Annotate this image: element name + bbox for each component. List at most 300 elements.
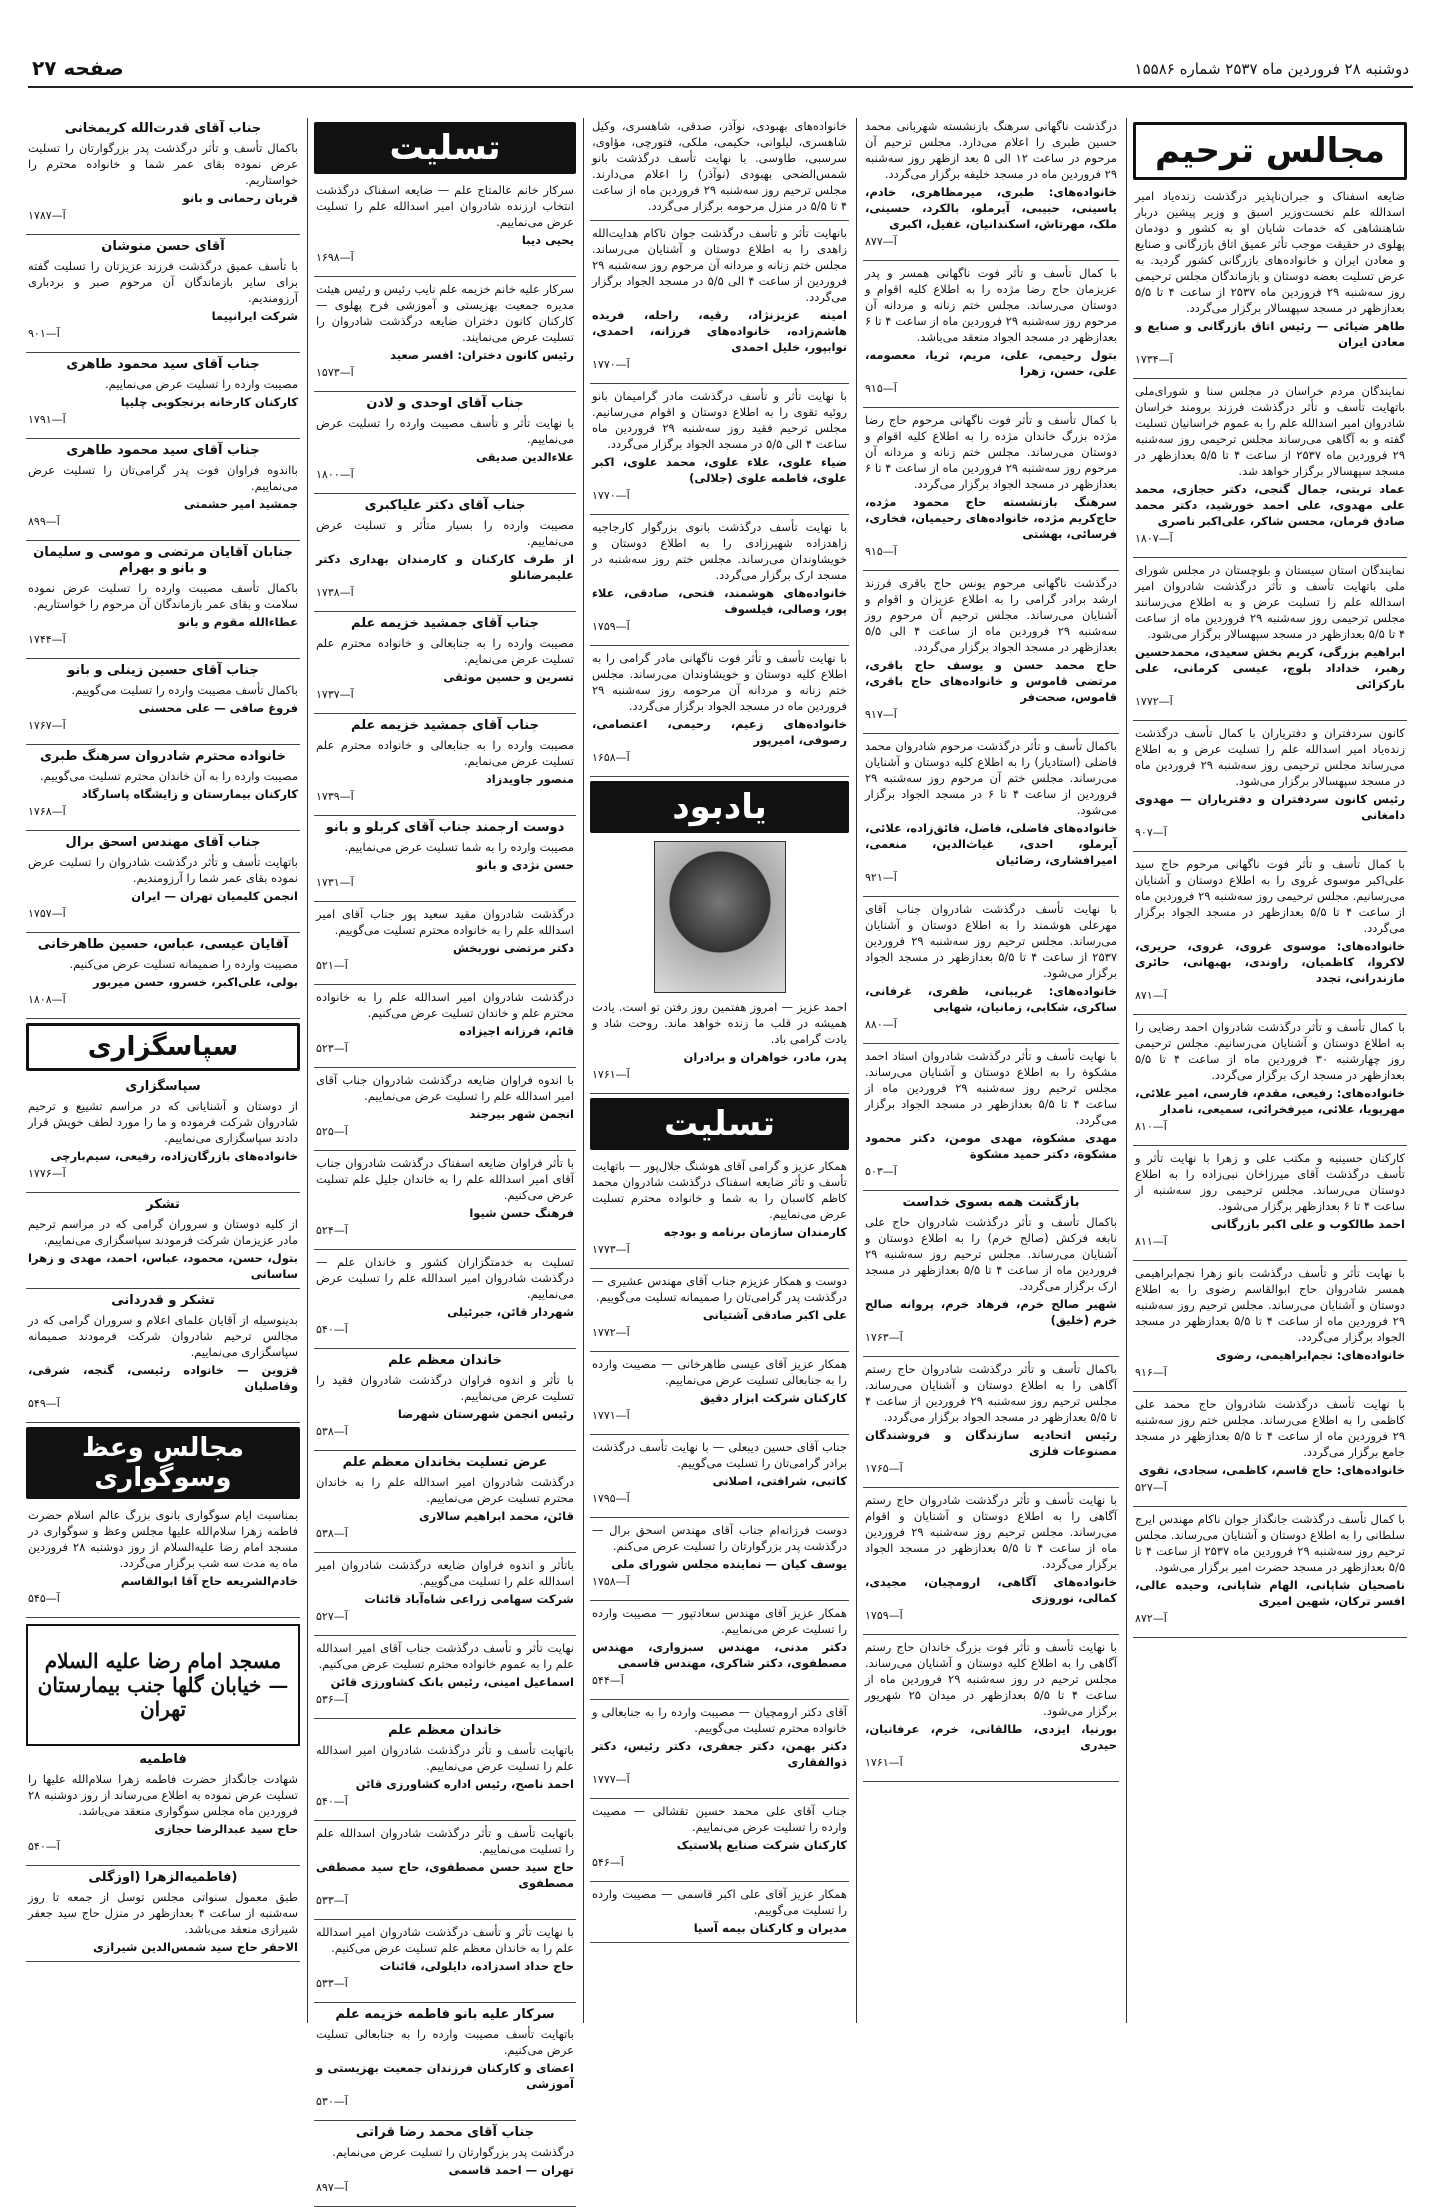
notice-signature: خانواده‌های: رفیعی، مقدم، فارسی، امیر علائی، مهرپویا، علائی، میرفخرائی، سمیعی، نامدار bbox=[1135, 1086, 1405, 1116]
notice-separator bbox=[1133, 851, 1407, 852]
notice-code: آ—۱۷۶۷ bbox=[28, 719, 66, 732]
notice-body: ضایعه اسفناک و جبران‌ناپذیر درگذشت زنده‌یاد امیر اسدالله علم نخست‌وزیر اسبق و وزیر پیشین دربار شاهنشاهی که خدمات شایان او به کشور و دودمان پهلوی در حقیقت موجب تأثر عمیق اتاق بازرگانی و صنایع و معادن ایران و خانواده‌های بازرگانی کشور گردید. به عرض تسلیت بعضه دوستان و بازماندگان مجلس ترحیمی روز سه‌شنبه ۲۹ فروردین ماه ۲۵۳۷ از ساعت ۴ تا ۵/۵ بعدازظهر در مسجد سپهسالار برگزار می‌گردد. bbox=[1135, 189, 1406, 315]
notice-block bbox=[308, 616, 582, 709]
notice-signature: ناصحیان شاپانی، الهام شاپانی، وحیده عالی، افسر ترکان، شهین امیری bbox=[1135, 1578, 1405, 1608]
page-number: صفحه ۲۷ bbox=[32, 56, 124, 80]
notice-separator bbox=[26, 1192, 300, 1193]
notice-block bbox=[308, 1825, 582, 1915]
notice-block bbox=[857, 1195, 1125, 1352]
notice-block bbox=[20, 1507, 306, 1613]
notice-code: آ—۵۳۸ bbox=[316, 1425, 348, 1438]
notice-title: خاندان معظم علم bbox=[388, 1723, 502, 1738]
notice-body: از دوستان و آشنایانی که در مراسم تشییع و ترحیم شادروان شرکت فرموده و ما را مورد لطف خویش قرار دادند سپاسگزاری می‌نماییم. bbox=[28, 1099, 298, 1145]
notice-title: جناب آقای حسین زینلی و بانو bbox=[67, 663, 259, 678]
notice-signature: بتول، حسن، محمود، عباس، احمد، مهدی و زهرا ساسانی bbox=[28, 1251, 298, 1281]
notice-block bbox=[20, 357, 306, 434]
notice-code: آ—۵۴۶ bbox=[592, 1856, 624, 1869]
notice-signature: خانواده‌های: غریبانی، ظفری، غرفانی، ساکری، شکابی، زمانیان، شهابی bbox=[865, 984, 1117, 1014]
notice-block bbox=[20, 1870, 306, 1957]
notice-block bbox=[1127, 725, 1413, 847]
notice-separator bbox=[590, 514, 849, 515]
notice-code: آ—۵۳۳ bbox=[316, 1977, 348, 1990]
notice-separator bbox=[314, 1067, 576, 1068]
notice-title: جناب آقای محمد رضا قراتی bbox=[355, 2125, 535, 2140]
page-header bbox=[28, 56, 1413, 88]
notice-code: آ—۵۲۵ bbox=[316, 1125, 348, 1138]
notice-code: آ—۵۲۱ bbox=[316, 959, 348, 972]
notice-block bbox=[1127, 562, 1413, 716]
notice-signature: کاتبی، شرافتی، اصلانی bbox=[712, 1474, 847, 1488]
notice-body: باتهایت تأسف مصیبت وارده را به جنابعالی تسلیت عرض می‌کنیم. bbox=[316, 2027, 574, 2057]
notice-block bbox=[20, 1293, 306, 1418]
notice-block bbox=[584, 1356, 855, 1430]
notice-block bbox=[584, 1605, 855, 1695]
notice-signature: کارمندان سازمان برنامه و بودجه bbox=[663, 1225, 847, 1239]
notice-separator bbox=[863, 407, 1119, 408]
notice-separator bbox=[26, 1617, 300, 1618]
notice-signature: کارکنان بیمارستان و زایشگاه پاسارگاد bbox=[81, 787, 298, 801]
notice-separator bbox=[314, 1348, 576, 1349]
notice-body: طبق معمول سنواتی مجلس توسل از جمعه تا روز سه‌شنبه از ساعت ۴ بعدازظهر در منزل حاج سید جعفر شیرازی منعقد می‌باشد. bbox=[28, 1890, 298, 1936]
notice-signature: خانواده‌های: نجم‌ابراهیمی، رضوی bbox=[1215, 1348, 1405, 1362]
notice-body: با نهایت تأسف درگذشت شادروان حاج محمد علی کاظمی را به اطلاع می‌رساند. مجلس ختم روز سه‌شنبه ۲۹ فروردین ماه از ساعت ۴ تا ۵/۵ بعدازظهر در مسجد جامع برگزار می‌گردد. bbox=[1135, 1397, 1405, 1459]
notice-body: باتهایت تأسف و تأثر درگذشت شادروان امیر اسدالله علم را تسلیت عرض می‌نماییم. bbox=[316, 1743, 574, 1773]
notice-body: خانواده‌های بهبودی، نوآذر، صدقی، شاهسری، وکیل شاهسری، لیلوانی، حکیمی، ملکی، فتورچی، مؤاوی، سرسبی، طاوسی. با نهایت تأسف درگذشت بانو شمس‌الضحی بهبودی (نوآذر) را اعلام می‌دارند. مجلس ترحیم روز سه‌شنبه ۲۹ فروردین ماه از ساعت ۴ تا ۵/۵ در منزل مرحومه برگزار می‌گردد. bbox=[592, 119, 847, 213]
notice-body: باکمال تأسف و تأثر درگذشت پدر بزرگوارتان را تسلیت عرض نموده بقای عمر شما و خانواده محترم را خواستاریم. bbox=[28, 141, 298, 187]
notice-separator bbox=[1133, 1637, 1407, 1638]
notice-separator bbox=[26, 1288, 300, 1289]
notice-block bbox=[308, 1353, 582, 1446]
notice-block bbox=[584, 1886, 855, 1938]
notice-code: آ—۹۱۵ bbox=[865, 545, 897, 558]
notice-signature: مهدی مشکوة، مهدی مومن، دکتر محمود مشکوة، دکتر حمید مشکوة bbox=[865, 1131, 1117, 1161]
notice-separator bbox=[314, 1820, 576, 1821]
notice-signature: الاحقر حاج سید شمس‌الدین شیرازی bbox=[93, 1940, 298, 1954]
notice-signature: حاج سید حسن مصطفوی، حاج سید مصطفی مصطفوی bbox=[316, 1860, 574, 1890]
notice-separator bbox=[26, 1865, 300, 1866]
notice-block bbox=[857, 1048, 1125, 1186]
notice-signature: اعضای و کارکنان فرزندان جمعیت بهزیستی و آموزشی bbox=[316, 2061, 574, 2091]
notice-code: آ—۱۷۷۷ bbox=[592, 1773, 630, 1786]
notice-signature: احمد ناصح، رئیس اداره کشاورزی قائن bbox=[355, 1777, 574, 1791]
notice-title: بازگشت همه بسوی خداست bbox=[902, 1195, 1080, 1210]
notice-block bbox=[308, 2125, 582, 2202]
notice-signature: بورنیا، ایزدی، طالقانی، خرم، عرفانیان، حیدری bbox=[865, 1722, 1117, 1752]
notice-block bbox=[584, 1273, 855, 1347]
notice-code: آ—۹۲۱ bbox=[865, 871, 897, 884]
notice-block bbox=[1127, 856, 1413, 1010]
notice-title: جناب آقای جمشید خزیمه علم bbox=[351, 616, 539, 631]
notice-signature: فرهنگ حسن شیوا bbox=[469, 1206, 574, 1220]
notice-separator bbox=[314, 1718, 576, 1719]
notice-signature: خانواده‌های فاضلی، فاضل، فائق‌زاده، علائی، آیرملو، احدی، غیاث‌الدین، منعمی، امیرافشاری، رضائیان bbox=[865, 821, 1117, 867]
notice-code: آ—۱۷۷۱ bbox=[592, 1409, 630, 1422]
notice-block bbox=[584, 118, 855, 216]
notice-block bbox=[584, 519, 855, 641]
notice-body: کارکنان حسینیه و مکتب علی و زهرا با نهایت تأثر و تأسف درگذشت آقای میرزاخان نبی‌زاده را به اطلاع دوستان می‌رساند. مجلس ترحیمی روز سه‌شنبه از ساعت ۴ تا ۶ بعدازظهر برگزار می‌شود. bbox=[1135, 1151, 1405, 1213]
notice-separator bbox=[314, 611, 576, 612]
notice-signature: پدر، مادر، خواهران و برادران bbox=[683, 1050, 847, 1064]
notice-signature: رئیس کانون دختران: افسر صعید bbox=[390, 348, 574, 362]
notice-title: جنابان آقایان مرتضی و موسی و سلیمان و بانو و بهرام bbox=[33, 545, 293, 576]
notice-body: مصیبت وارده را به جنابعالی و خانواده محترم علم تسلیت عرض می‌نمایم. bbox=[316, 738, 574, 768]
notice-signature: خانواده‌های زعیم، رحیمی، اعتصامی، رصوفی، امیرپور bbox=[592, 717, 847, 747]
notice-separator bbox=[314, 2120, 576, 2121]
notice-block bbox=[308, 1155, 582, 1245]
notice-signature: خانواده‌های: موسوی غروی، غروی، حریری، لاکروا، کاظمیان، راوندی، بهبهانی، حائری مازندرانی، تجدد bbox=[1135, 939, 1405, 985]
notice-signature: شرکت ایرانپیما bbox=[211, 309, 298, 323]
notice-body: مصیبت وارده را صمیمانه تسلیت عرض می‌کنیم. bbox=[69, 957, 298, 971]
notice-separator bbox=[590, 383, 849, 384]
portrait-photo bbox=[654, 841, 786, 993]
notice-separator bbox=[590, 1942, 849, 1943]
notice-code: آ—۸۱۰ bbox=[1135, 1120, 1167, 1133]
notice-body: نهایت تأثر و تأسف درگذشت جناب آقای امیر اسدالله علم را به عموم خانواده محترم تسلیت عرض می‌کنیم. bbox=[316, 1641, 574, 1671]
notice-block bbox=[857, 1492, 1125, 1630]
notice-separator bbox=[590, 1517, 849, 1518]
notice-signature: کارکنان شرکت ابزار دقیق bbox=[700, 1391, 847, 1405]
notice-separator bbox=[314, 1919, 576, 1920]
notice-body: نمایندگان استان سیستان و بلوچستان در مجلس شورای ملی باتهایت تأسف و تأثر درگذشت شادروان امیر اسدالله علم را تسلیت عرض و به اطلاع می‌رسانند مجلس ترحیمی روز سه‌شنبه ۲۹ فروردین ماه از ساعت ۴ تا ۵/۵ بعدازظهر در مسجد سپهسالار برگزار می‌شود. bbox=[1135, 563, 1405, 641]
notice-signature: اسماعیل امینی، رئیس بانک کشاورزی قائن bbox=[330, 1675, 574, 1689]
notice-separator bbox=[1133, 557, 1407, 558]
notice-block bbox=[20, 1079, 306, 1188]
notice-body: بمناسبت ایام سوگواری بانوی بزرگ عالم اسلام حضرت فاطمه زهرا سلام‌الله علیها مجلس وعظ و سوگواری در مسجد امام رضا علیه‌السلام از روز دوشنبه ۲۸ فروردین ماه به مدت سه شب برگزار می‌گردد. bbox=[28, 1508, 298, 1570]
notice-body: باکمال تأسف و تأثر درگذشت مرحوم شادروان محمد فاضلی (استادیار) را به اطلاع کلیه دوستان و آشنایان می‌رساند. مجلس ختم آن مرحوم روز سه‌شنبه ۲۹ فروردین از ساعت ۴ تا ۶ در مسجد الجواد برگزار می‌شود. bbox=[865, 739, 1118, 817]
yadbood-banner: یادبود bbox=[590, 781, 849, 833]
notice-body: مصیبت وارده را به آن خاندان محترم تسلیت می‌گوییم. bbox=[40, 769, 298, 783]
notice-separator bbox=[590, 220, 849, 221]
notice-body: با نهایت تأثر و تأسف درگذشت شادروان امیر اسدالله علم را به خاندان معظم علم تسلیت عرض می‌کنیم. bbox=[316, 1925, 574, 1955]
notice-body: جناب آقای علی محمد حسین تقشالی — مصیبت وارده را تسلیت عرض می‌نماییم. bbox=[592, 1804, 847, 1834]
notice-signature: حاج حداد اسدزاده، دایلولی، قائنات bbox=[379, 1959, 574, 1973]
notice-body: باتهایت تأسف و تأثر درگذشت شادروان اسدالله علم را تسلیت می‌نماییم. bbox=[316, 1826, 574, 1856]
notice-block bbox=[20, 835, 306, 928]
notice-body: باکمال تأسف و تأثر درگذشت شادروان حاج رستم آگاهی را به اطلاع دوستان و آشنایان می‌رساند. مجلس ترحیم روز سه‌شنبه ۲۹ فروردین از ساعت ۴ تا ۵/۵ بعدازظهر در مسجد الجواد برگزار می‌گردد. bbox=[865, 1362, 1117, 1424]
notice-separator bbox=[590, 1699, 849, 1700]
notice-block bbox=[308, 1640, 582, 1714]
notice-signature: رئیس انجمن شهرستان شهرضا bbox=[397, 1407, 574, 1421]
notice-signature: سرهنگ بازنشسته حاج محمود مژده، حاج‌کریم مژده، خانواده‌های رحیمیان، فخاری، فرسائی، بهشتی bbox=[865, 495, 1117, 541]
notice-block bbox=[308, 718, 582, 811]
notice-code: آ—۵۳۶ bbox=[316, 1693, 348, 1706]
notice-block bbox=[584, 1803, 855, 1877]
notice-signature: انجمن کلیمیان تهران — ایران bbox=[131, 889, 298, 903]
notice-code: آ—۱۷۷۰ bbox=[592, 358, 630, 371]
column-4 bbox=[308, 118, 582, 2194]
notice-signature: قربان رحمانی و بانو bbox=[182, 191, 298, 205]
notice-separator bbox=[26, 1018, 300, 1019]
notice-signature: حاج سید عبدالرضا حجازی bbox=[154, 1822, 298, 1836]
notice-code: آ—۱۷۵۷ bbox=[28, 907, 66, 920]
notice-title: (فاطمیه‌الزهرا (اوزگلی bbox=[88, 1870, 238, 1885]
notice-signature: رئیس کانون سردفتران و دفتریاران — مهدوی دامغانی bbox=[1135, 792, 1405, 822]
notice-body: با نهایت تأسف درگذشت شادروان جناب آقای مهرعلی هوشمند را به اطلاع دوستان و آشنایان می‌رساند. مجلس ترحیم روز سه‌شنبه ۲۹ فروردین ۲۵۳۷ از ساعت ۴ تا ۵/۵ بعدازظهر در مسجد الجواد برگزار می‌شود. bbox=[865, 902, 1118, 980]
notice-title: جناب آقای اوحدی و لادن bbox=[366, 396, 524, 411]
notice-separator bbox=[26, 540, 300, 541]
notice-code: آ—۸۸۰ bbox=[865, 1018, 897, 1031]
notice-code: آ—۱۷۳۷ bbox=[316, 688, 354, 701]
notice-code: آ—۵۴۰ bbox=[316, 1795, 348, 1808]
notice-block bbox=[308, 906, 582, 980]
notice-body: باتأثر و اندوه فراوان ضایعه درگذشت شادروان امیر اسدالله علم را تسلیت می‌گوییم. bbox=[316, 1558, 574, 1588]
notice-block bbox=[20, 121, 306, 230]
notice-title: جناب آقای جمشید خزیمه علم bbox=[351, 718, 539, 733]
tasliyat-banner: تسلیت bbox=[314, 122, 576, 174]
notice-separator bbox=[863, 1781, 1119, 1782]
notice-body: بااندوه فراوان فوت پدر گرامی‌تان را تسلیت عرض می‌نماییم. bbox=[28, 463, 298, 493]
notice-block bbox=[308, 1723, 582, 1816]
column-3 bbox=[584, 118, 855, 2023]
notice-title: جناب آقای دکتر علیاکبری bbox=[364, 498, 526, 513]
notice-code: آ—۱۷۵۸ bbox=[592, 1575, 630, 1588]
notice-body: مصیبت وارده را به جنابعالی و خانواده محترم علم تسلیت عرض می‌نمایم. bbox=[316, 636, 574, 666]
column-1 bbox=[1127, 118, 1413, 2023]
notice-block bbox=[308, 1924, 582, 1998]
notice-title: آقای حسن منوشان bbox=[101, 239, 225, 254]
notice-separator bbox=[863, 1634, 1119, 1635]
notice-code: آ—۵۲۷ bbox=[316, 1610, 348, 1623]
notice-block bbox=[1127, 1265, 1413, 1387]
notice-signature: خانواده‌های: طبری، میرمظاهری، خادم، یاسینی، حبیبی، آیرملو، بالکرد، حسینی، ملک، مهرتاش، اسکندانیان، غفیل، اکبری bbox=[865, 185, 1117, 231]
notice-title: جناب آقای مهندس اسحق برال bbox=[65, 835, 261, 850]
notice-body: با تأسف عمیق درگذشت فرزند عزیزتان را تسلیت گفته برای سایر بازماندگان آن مرحوم صبر و بردباری آرزومندیم. bbox=[28, 259, 298, 305]
notice-code: آ—۱۷۶۳ bbox=[865, 1331, 903, 1344]
notice-separator bbox=[314, 1249, 576, 1250]
notice-title: سپاسگزاری bbox=[125, 1079, 201, 1094]
notice-block bbox=[308, 2007, 582, 2116]
notice-separator bbox=[590, 645, 849, 646]
notice-separator bbox=[314, 391, 576, 392]
notice-signature: احمد طالکوب و علی اکبر بازرگانی bbox=[1210, 1217, 1405, 1231]
notice-separator bbox=[1133, 1014, 1407, 1015]
notice-code: آ—۱۷۳۱ bbox=[316, 876, 354, 889]
notice-code: آ—۱۷۹۵ bbox=[592, 1492, 630, 1505]
notice-body: درگذشت شادروان مقید سعید پور جناب آقای امیر اسدالله علم را به خانواده محترم تسلیت می‌گوییم. bbox=[316, 907, 574, 937]
notice-separator bbox=[26, 438, 300, 439]
notice-code: آ—۱۷۷۶ bbox=[28, 1167, 66, 1180]
notice-code: آ—۱۵۷۳ bbox=[316, 366, 354, 379]
majales-vaz-banner: مجالس وعظ وسوگواری bbox=[26, 1427, 300, 1499]
notice-body: همکار عزیز آقای مهندس سعادتپور — مصیبت وارده را تسلیت عرض می‌نماییم. bbox=[592, 1606, 847, 1636]
notice-code: آ—۵۳۸ bbox=[316, 1527, 348, 1540]
notice-body: جناب آقای حسین دیبعلی — با نهایت تأسف درگذشت برادر گرامی‌تان را تسلیت می‌گوییم. bbox=[592, 1440, 847, 1470]
notice-body: مصیبت وارده را تسلیت عرض می‌نماییم. bbox=[104, 377, 298, 391]
notice-signature: یوسف کیان — نماینده مجلس شورای ملی bbox=[611, 1557, 847, 1571]
notice-block bbox=[857, 1639, 1125, 1777]
notice-block bbox=[20, 663, 306, 740]
notice-code: آ—۱۷۴۴ bbox=[28, 633, 66, 646]
notice-code: آ—۱۷۹۱ bbox=[28, 413, 66, 426]
notice-separator bbox=[26, 932, 300, 933]
notice-code: آ—۱۷۷۳ bbox=[592, 1243, 630, 1256]
notice-separator bbox=[863, 1043, 1119, 1044]
notice-signature: بتول رحیمی، علی، مریم، ثریا، معصومه، علی، حسن، زهرا bbox=[865, 348, 1117, 378]
notice-separator bbox=[314, 815, 576, 816]
notice-block bbox=[20, 239, 306, 348]
notice-code: آ—۵۴۵ bbox=[28, 1592, 60, 1605]
notice-block bbox=[308, 396, 582, 489]
notice-code: آ—۹۱۶ bbox=[1135, 1366, 1167, 1379]
notice-block bbox=[308, 182, 582, 272]
notice-signature: جمشید امیر حشمتی bbox=[184, 497, 298, 511]
notice-body: همکار عزیز آقای علی اکبر قاسمی — مصیبت وارده را تسلیت می‌گوییم. bbox=[592, 1887, 847, 1917]
notice-code: آ—۱۷۶۱ bbox=[592, 1068, 630, 1081]
notice-body: سرکار خانم عالمتاج علم — ضایعه اسفناک درگذشت انتخاب ارزنده شادروان امیر اسدالله علم را تسلیت عرض می‌نماییم. bbox=[316, 183, 574, 229]
notice-separator bbox=[863, 1190, 1119, 1191]
notice-code: آ—۹۱۷ bbox=[865, 708, 897, 721]
notice-body: با نهایت تأسف و تأثر درگذشت شادروان حاج رستم آگاهی را به اطلاع دوستان و آشنایان و اقوام می‌رساند. مجلس ترحیم روز سه‌شنبه ۲۹ فروردین ماه از ساعت ۴ تا ۵/۵ بعدازظهر در مسجد الجواد برگزار می‌گردد. bbox=[865, 1493, 1118, 1571]
notice-title: جناب آقای سید محمود طاهری bbox=[66, 443, 260, 458]
notice-title: تشکر و قدردانی bbox=[111, 1293, 215, 1308]
notice-title: آقایان عیسی، عباس، حسین طاهرخانی bbox=[37, 937, 289, 952]
notice-signature: عطاءالله مقوم و بانو bbox=[178, 615, 298, 629]
notice-code: آ—۱۷۶۵ bbox=[865, 1462, 903, 1475]
notice-title: فاطمیه bbox=[139, 1752, 187, 1767]
notice-body: شهادت جانگداز حضرت فاطمه زهرا سلام‌الله علیها را تسلیت عرض نموده به اطلاع می‌رساند از روز دوشنبه ۲۸ فروردین ماه مجلس سوگواری منعقد می‌باشد. bbox=[28, 1772, 298, 1818]
notice-block bbox=[1127, 383, 1413, 553]
notice-separator bbox=[1133, 378, 1407, 379]
notice-body: با نهایت تأثر و تأسف درگذشت بانو زهرا نجم‌ابراهیمی همسر شادروان حاج ابوالقاسم رضوی را به اطلاع دوستان و آشنایان می‌رساند. مجلس ترحیم روز سه‌شنبه ۲۹ فروردین ماه از ساعت ۴ تا ۵/۵ بعدازظهر در مسجد الجواد برگزار می‌گردد. bbox=[1135, 1266, 1405, 1344]
notice-signature: قائم، فرزانه اجیزاده bbox=[459, 1024, 574, 1038]
notice-code: آ—۸۹۹ bbox=[28, 515, 60, 528]
notice-code: آ—۹۰۷ bbox=[1135, 826, 1167, 839]
notice-separator bbox=[863, 733, 1119, 734]
notice-code: آ—۱۷۳۸ bbox=[316, 586, 354, 599]
notice-block bbox=[857, 412, 1125, 566]
notice-signature: خادم‌الشریعه حاج آقا ابوالقاسم bbox=[120, 1574, 298, 1588]
notice-signature: طاهر ضیائی — رئیس اتاق بازرگانی و صنایع و معادن ایران bbox=[1135, 319, 1405, 349]
notice-title: خاندان معظم علم bbox=[388, 1353, 502, 1368]
notice-body: با کمال تأسف و تأثر فوت ناگهانی مرحوم حاج سید علی‌اکبر موسوی غروی را به اطلاع دوستان و آشنایان می‌رسانیم. مجلس ترحیمی روز سه‌شنبه ۲۹ فروردین ماه از ساعت ۴ تا ۵/۵ بعدازظهر در مسجد الجواد برگزار می‌گردد. bbox=[1135, 857, 1406, 935]
notice-block bbox=[308, 281, 582, 387]
issue-date: دوشنبه ۲۸ فروردین ماه ۲۵۳۷ شماره ۱۵۵۸۶ bbox=[1134, 60, 1409, 78]
notice-block bbox=[857, 738, 1125, 892]
notice-separator bbox=[590, 1434, 849, 1435]
notice-block bbox=[584, 225, 855, 379]
notice-signature: علی اکبر صادقی آشتیانی bbox=[702, 1308, 847, 1322]
notice-signature: حاج محمد حسن و یوسف حاج باقری، مرتضی قاموس و خانواده‌های حاج باقری، قاموس، صحت‌فر bbox=[865, 658, 1117, 704]
notice-body: همکار عزیز آقای عیسی طاهرخانی — مصیبت وارده را به جنابعالی تسلیت عرض می‌نماییم. bbox=[592, 1357, 847, 1387]
notice-body: بدینوسیله از آقایان علمای اعلام و سروران گرامی که در مجالس ترحیم شادروان شرکت فرمودند صمیمانه سپاسگزاری می‌نماییم. bbox=[28, 1313, 298, 1359]
notice-signature: کارکنان شرکت صنایع پلاستیک bbox=[676, 1838, 847, 1852]
notice-code: آ—۱۶۹۸ bbox=[316, 251, 354, 264]
notice-body: با نهایت تأسف و تأثر درگذشت شادروان استاد احمد مشکوة را به اطلاع دوستان و آشنایان می‌رساند. مجلس ترحیم روز سه‌شنبه ۲۹ فروردین ماه از ساعت ۴ تا ۵/۵ بعدازظهر در مسجد الجواد برگزار می‌گردد. bbox=[865, 1049, 1118, 1127]
notice-signature: دکتر مرتضی نوربخش bbox=[452, 941, 574, 955]
newspaper-page bbox=[20, 118, 1413, 2194]
notice-body: درگذشت ناگهانی سرهنگ بازنشسته شهربانی محمد حسین طبری را اعلام می‌دارد. مجلس ترحیم آن مرحوم در ساعت ۱۲ الی ۵ بعد ازظهر روز سه‌شنبه ۲۹ فروردین ماه در مسجد خلیفه برگزار می‌گردد. bbox=[865, 119, 1117, 181]
notice-body: با نهایت تأسف درگذشت بانوی بزرگوار کارجاجیه زاهدزاده شهیرزادی را به اطلاع دوستان و خویشاوندان می‌رساند. مجلس ختم روز سه‌شنبه در مسجد ارک برگزار می‌گردد. bbox=[592, 520, 847, 582]
notice-separator bbox=[863, 1487, 1119, 1488]
notice-signature: شرکت سهامی زراعی شاه‌آباد قائنات bbox=[364, 1592, 574, 1606]
notice-block bbox=[308, 1455, 582, 1548]
notice-signature: ضیاء علوی، علاء علوی، محمد علوی، اکبر علوی، فاطمه علوی (جلالی) bbox=[592, 455, 847, 485]
notice-block bbox=[308, 1072, 582, 1146]
notice-code: آ—۱۶۵۸ bbox=[592, 751, 630, 764]
notice-signature: شهیر صالح خرم، فرهاد خرم، پروانه صالح خرم (خلیق) bbox=[865, 1297, 1117, 1327]
notice-code: آ—۱۷۳۴ bbox=[1135, 353, 1173, 366]
notice-signature: دکتر بهمن، دکتر جعفری، دکتر رئیس، دکتر ذوالفقاری bbox=[592, 1739, 847, 1769]
notice-body: تسلیت به خدمتگزاران کشور و خاندان علم — درگذشت شادروان امیر اسدالله علم را تسلیت عرض می‌نماییم. bbox=[316, 1255, 574, 1301]
notice-separator bbox=[590, 1351, 849, 1352]
notice-separator bbox=[314, 984, 576, 985]
notice-body: باکمال تأسف و تأثر درگذشت شادروان حاج علی نابغه فرکش (صالح خرم) را به اطلاع دوستان و آشنایان می‌رساند. مجلس ترحیم روز سه‌شنبه ۲۹ فروردین ماه از ساعت ۴ تا ۵/۵ بعدازظهر در مسجد ارک برگزار می‌گردد. bbox=[865, 1215, 1118, 1293]
notice-body: بانهایت تأثر و تأسف درگذشت جوان ناکام هدایت‌الله زاهدی را به اطلاع دوستان و آشنایان می‌رساند. مجلس ختم زنانه و مردانه آن مرحوم روز سه‌شنبه ۲۹ فروردین از ساعت ۴ الی ۵/۵ در مسجد الجواد برگزار می‌گردد. bbox=[592, 226, 847, 304]
notice-code: آ—۱۷۷۲ bbox=[1135, 695, 1173, 708]
notice-block bbox=[1127, 1150, 1413, 1256]
notice-block bbox=[1127, 188, 1413, 374]
notice-separator bbox=[863, 570, 1119, 571]
notice-separator bbox=[26, 744, 300, 745]
notice-block bbox=[857, 118, 1125, 256]
notice-code: آ—۱۷۸۷ bbox=[28, 209, 66, 222]
notice-body: مصیبت وارده را بسیار متأثر و تسلیت عرض می‌نماییم. bbox=[316, 518, 574, 548]
notice-code: آ—۵۲۴ bbox=[316, 1224, 348, 1237]
notice-body: با کمال تأسف و تأثر فوت ناگهانی همسر و پدر عزیزمان حاج رضا مژده را به اطلاع کلیه اقوام و دوستان می‌رساند. مجلس ختم زنانه و مردانه آن مرحوم روز سه‌شنبه ۲۹ فروردین ماه از ساعت ۴ تا ۶ بعدازظهر در مسجد الجواد منعقد می‌باشد. bbox=[865, 266, 1117, 344]
notice-signature: فروغ صافی — علی محسنی bbox=[138, 701, 298, 715]
notice-block bbox=[584, 1439, 855, 1513]
notice-separator bbox=[1133, 720, 1407, 721]
notice-signature: بولی، علی‌اکبر، خسرو، حسن میربور bbox=[92, 975, 298, 989]
notice-title: جناب آقای سید محمود طاهری bbox=[66, 357, 260, 372]
notice-body: با نهایت تأثر و تأسف درگذشت مادر گرامیمان بانو روئیه تقوی را به اطلاع دوستان و اقوام می‌رسانیم. مجلس ترحیم فقید روز سه‌شنبه ۲۹ فروردین ماه ساعت ۴ الی ۵/۵ در مسجد الجواد برگزار می‌گردد. bbox=[592, 389, 847, 451]
notice-code: آ—۵۴۰ bbox=[316, 1323, 348, 1336]
notice-body: باتهایت تأسف و تأثر درگذشت شادروان را تسلیت عرض نموده بقای عمر شما را آرزومندیم. bbox=[28, 855, 298, 885]
notice-separator bbox=[1133, 1145, 1407, 1146]
calligraphy-logo: مسجد امام رضا علیه السلام — خیابان گلها جنب بیمارستان تهران bbox=[26, 1624, 300, 1746]
notice-block bbox=[857, 901, 1125, 1039]
notice-separator bbox=[314, 1552, 576, 1553]
notice-code: آ—۹۰۱ bbox=[28, 327, 60, 340]
notice-code: آ—۸۹۷ bbox=[316, 2181, 348, 2194]
notice-separator bbox=[314, 901, 576, 902]
notice-body: با کمال تأسف درگذشت جانگداز جوان ناکام مهندس ایرج سلطانی را به اطلاع دوستان و آشنایان می‌رساند. مجلس ترحیم روز سه‌شنبه ۲۹ فروردین ماه ۲۵۳۷ از ساعت ۴ تا ۵/۵ بعدازظهر در مسجد حضرت امیر برگزار می‌شود. bbox=[1135, 1512, 1405, 1574]
notice-code: آ—۱۸۰۰ bbox=[316, 468, 354, 481]
notice-separator bbox=[1133, 1506, 1407, 1507]
notice-code: آ—۹۱۵ bbox=[865, 382, 897, 395]
notice-code: آ—۸۷۷ bbox=[865, 235, 897, 248]
notice-code: آ—۵۳۰ bbox=[316, 2095, 348, 2108]
notice-block bbox=[584, 388, 855, 510]
notice-body: با کمال تأسف و تأثر فوت ناگهانی مرحوم حاج رضا مژده بزرگ خاندان مژده را به اطلاع کلیه اقوام و دوستان می‌رساند. مجلس ختم زنانه و مردانه آن مرحوم روز سه‌شنبه ۲۹ فروردین ماه از ساعت ۴ تا ۶ بعدازظهر در مسجد الجواد برگزار می‌گردد. bbox=[865, 413, 1117, 491]
notice-signature: مدیران و کارکنان بیمه آسیا bbox=[693, 1921, 847, 1935]
notice-body: با تأثر فراوان ضایعه اسفناک درگذشت شادروان جناب آقای امیر اسدالله علم را به خاندان جلیل علم تسلیت عرض می‌کنیم. bbox=[316, 1156, 574, 1202]
notice-body: باکمال تأسف مصیبت وارده را تسلیت می‌گوییم. bbox=[71, 683, 298, 697]
notice-body: با اندوه فراوان ضایعه درگذشت شادروان جناب آقای امیر اسدالله علم را تسلیت عرض می‌نماییم. bbox=[316, 1073, 574, 1103]
notice-separator bbox=[314, 1635, 576, 1636]
notice-signature: قائن، محمد ابراهیم سالاری bbox=[418, 1509, 574, 1523]
notice-separator bbox=[26, 1422, 300, 1423]
majales-tarhim-banner: مجالس ترحیم bbox=[1133, 122, 1407, 180]
notice-block bbox=[584, 999, 855, 1089]
notice-signature: ابراهیم بزرگی، کریم بخش سعیدی، محمدحسین رهبر، خداداد بلوچ، عیسی کرمانی، علی بارکزائی bbox=[1135, 645, 1405, 691]
notice-code: آ—۵۰۳ bbox=[865, 1165, 897, 1178]
notice-code: آ—۸۷۱ bbox=[1135, 989, 1167, 1002]
notice-separator bbox=[314, 713, 576, 714]
notice-signature: یحیی دیبا bbox=[521, 233, 574, 247]
column-2 bbox=[857, 118, 1125, 2023]
notice-block bbox=[308, 989, 582, 1063]
notice-signature: انجمن شهر بیرجند bbox=[469, 1107, 574, 1121]
notice-separator bbox=[863, 896, 1119, 897]
notice-signature: دکتر مدنی، مهندس سبزواری، مهندس مصطفوی، دکتر شاکری، مهندس قاسمی bbox=[592, 1640, 847, 1670]
notice-block bbox=[857, 1361, 1125, 1483]
notice-code: آ—۱۸۰۸ bbox=[28, 993, 66, 1006]
column-5 bbox=[20, 118, 306, 2023]
notice-title: سرکار علیه بانو فاطمه خزیمه علم bbox=[335, 2007, 555, 2022]
notice-separator bbox=[1133, 1260, 1407, 1261]
notice-separator bbox=[314, 276, 576, 277]
